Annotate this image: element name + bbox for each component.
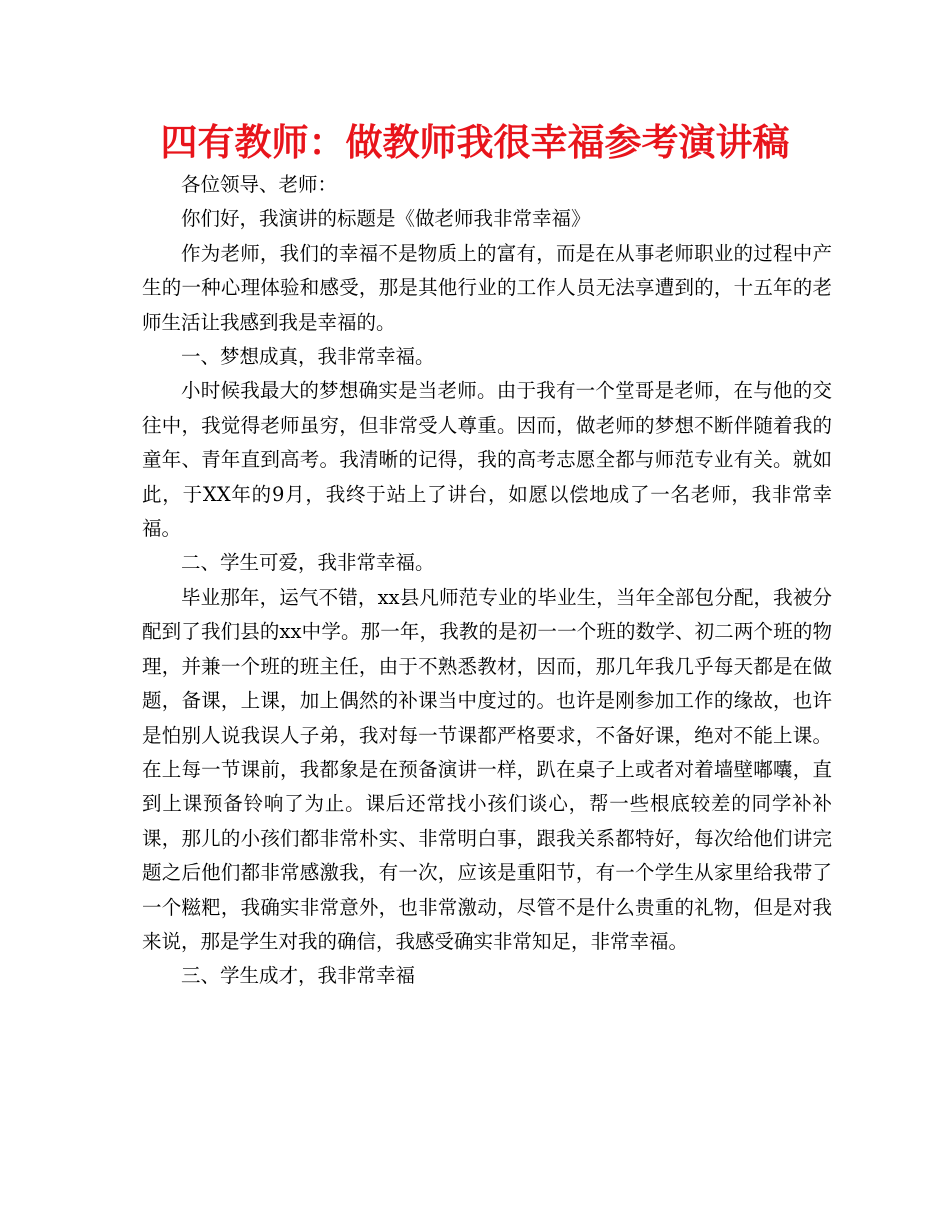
paragraph-section-2: 毕业那年，运气不错，xx县凡师范专业的毕业生，当年全部包分配，我被分配到了我们县的xx中学。那一年，我教的是初一一个班的数学、初二两个班的物理，并兼一个班的班主任，由于不熟悉教材，因而，那几年我几乎每天都是在做题，备课，上课，加上偶然的补课当中度过的。也许是刚参加工作的缘故，也许是怕别人说我误人子弟，我对每一节课都严格要求，不备好课，绝对不能上课。在上每一节课前，我都象是在预备演讲一样，趴在桌子上或者对着墙壁嘟囔，直到上课预备铃响了为止。课后还常找小孩们谈心，帮一些根底较差的同学补补课，那儿的小孩们都非常朴实、非常明白事，跟我关系都特好，每次给他们讲完题之后他们都非常感激我，有一次，应该是重阳节，有一个学生从家里给我带了一个糍粑，我确实非常意外，也非常激动，尽管不是什么贵重的礼物，但是对我来说，那是学生对我的确信，我感受确实非常知足，非常幸福。 bbox=[142, 585, 832, 953]
section-heading-1: 一、梦想成真，我非常幸福。 bbox=[181, 345, 435, 369]
paragraph-section-1: 小时候我最大的梦想确实是当老师。由于我有一个堂哥是老师，在与他的交往中，我觉得老师虽穷，但非常受人尊重。因而，做老师的梦想不断伴随着我的童年、青年直到高考。我清晰的记得，我的高考志愿全都与师范专业有关。就如此，于XX年的9月，我终于站上了讲台，如愿以偿地成了一名老师，我非常幸福。 bbox=[142, 379, 832, 541]
document-title: 四有教师：做教师我很幸福参考演讲稿 bbox=[160, 121, 790, 164]
paragraph-intro: 作为老师，我们的幸福不是物质上的富有，而是在从事老师职业的过程中产生的一种心理体验和感受，那是其他行业的工作人员无法享遭到的，十五年的老师生活让我感到我是幸福的。 bbox=[142, 241, 832, 334]
document-body bbox=[142, 168, 832, 994]
section-heading-3: 三、学生成才，我非常幸福 bbox=[181, 964, 416, 988]
paragraph-salutation: 各位领导、老师： bbox=[181, 173, 338, 196]
section-heading-2: 二、学生可爱，我非常幸福。 bbox=[181, 551, 435, 575]
paragraph-greeting: 你们好，我演讲的标题是《做老师我非常幸福》 bbox=[181, 207, 591, 231]
